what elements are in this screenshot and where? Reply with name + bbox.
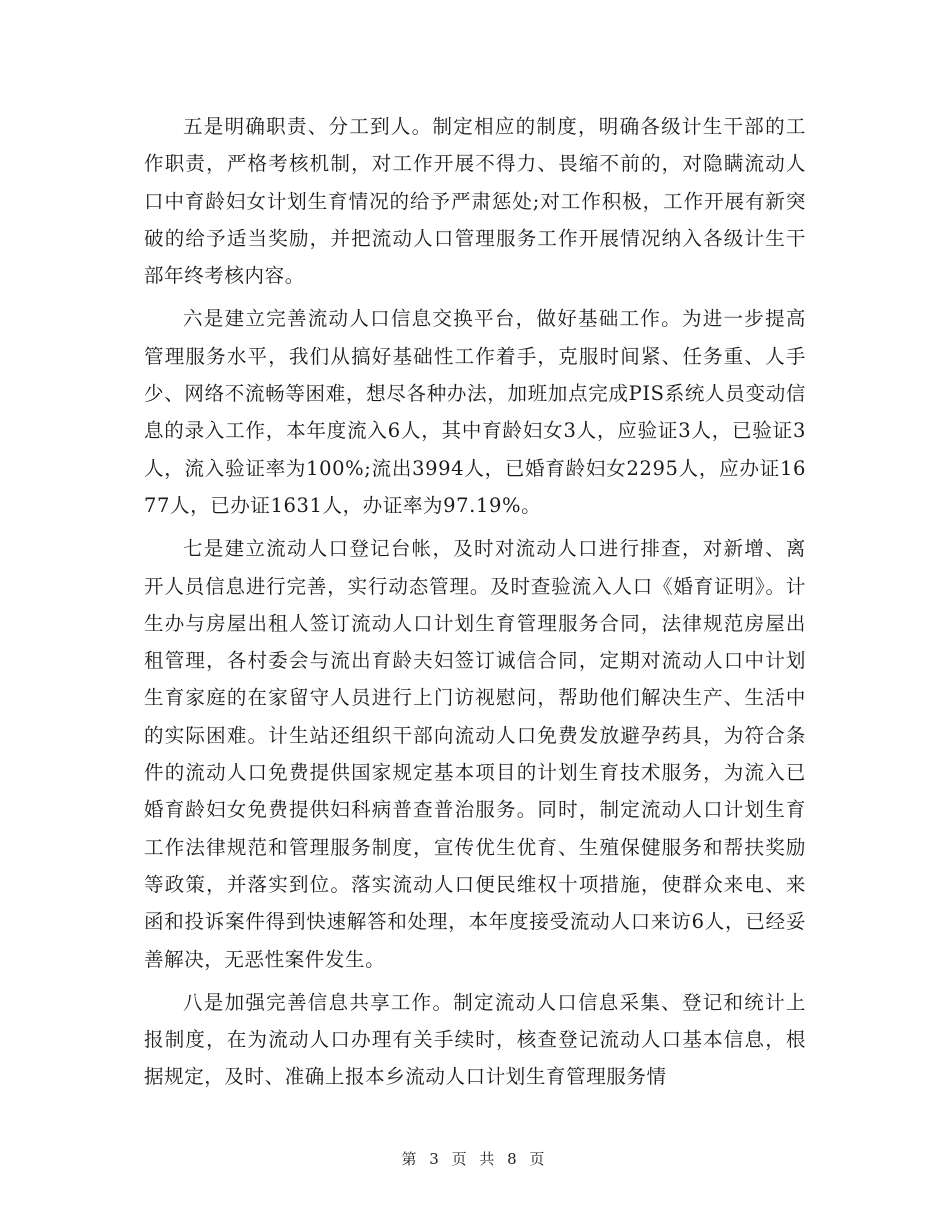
paragraph-6-info-platform: 六是建立完善流动人口信息交换平台，做好基础工作。为进一步提高管理服务水平，我们从搞好基础性工作着手，克服时间紧、任务重、人手少、网络不流畅等困难，想尽各种办法，加班加点完成PIS系统人员变动信息的录入工作，本年度流入6人，其中育龄妇女3人，应验证3人，已验证3人，流入验证率为100%;流出3994人，已婚育龄妇女2295人，应办证1677人，已办证1631人，办证率为97.19%。 [144, 307, 806, 517]
paragraph-8-info-sharing: 八是加强完善信息共享工作。制定流动人口信息采集、登记和统计上报制度，在为流动人口办理有关手续时，核查登记流动人口基本信息，根据规定，及时、准确上报本乡流动人口计划生育管理服务情 [144, 990, 806, 1089]
paragraph-7-registration-ledger: 七是建立流动人口登记台帐，及时对流动人口进行排查，对新增、离开人员信息进行完善，实行动态管理。及时查验流入人口《婚育证明》。计生办与房屋出租人签订流动人口计划生育管理服务合同，法律规范房屋出租管理，各村委会与流出育龄夫妇签订诚信合同，定期对流动人口中计划生育家庭的在家留守人员进行上门访视慰问，帮助他们解决生产、生活中的实际困难。计生站还组织干部向流动人口免费发放避孕药具，为符合条件的流动人口免费提供国家规定基本项目的计划生育技术服务，为流入已婚育龄妇女免费提供妇科病普查普治服务。同时，制定流动人口计划生育工作法律规范和管理服务制度，宣传优生优育、生殖保健服务和帮扶奖励等政策，并落实到位。落实流动人口便民维权十项措施，使群众来电、来函和投诉案件得到快速解答和处理，本年度接受流动人口来访6人，已经妥善解决，无恶性案件发生。 [144, 537, 806, 971]
document-body [144, 108, 806, 1102]
paragraph-5-responsibilities: 五是明确职责、分工到人。制定相应的制度，明确各级计生干部的工作职责，严格考核机制，对工作开展不得力、畏缩不前的，对隐瞒流动人口中育龄妇女计划生育情况的给予严肃惩处;对工作积极，工作开展有新突破的给予适当奖励，并把流动人口管理服务工作开展情况纳入各级计生干部年终考核内容。 [144, 115, 806, 288]
page-footer: 第 3 页 共 8 页 [401, 1150, 549, 1168]
